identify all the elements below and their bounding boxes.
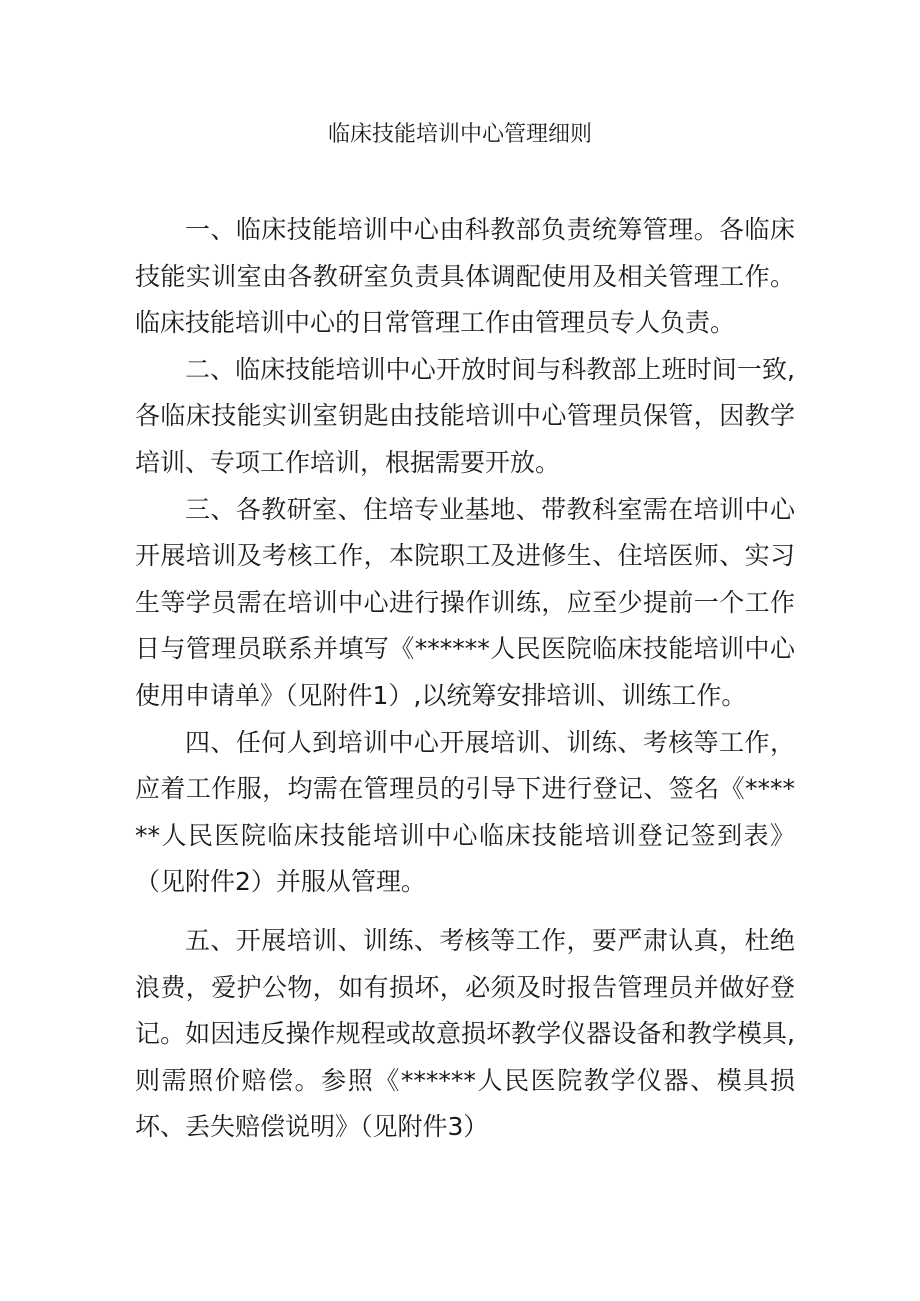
paragraph-4: 四、任何人到培训中心开展培训、训练、考核等工作，应着工作服，均需在管理员的引导下进行登记、签名《******人民医院临床技能培训中心临床技能培训登记签到表》（见附件2）并服从管理。 [135, 727, 795, 897]
paragraph-5: 五、开展培训、训练、考核等工作，要严肃认真，杜绝浪费，爱护公物，如有损坏，必须及时报告管理员并做好登记。如因违反操作规程或故意损坏教学仪器设备和教学模具,则需照价赔偿。参照《******人民医院教学仪器、模具损坏、丢失赔偿说明》（见附件3） [135, 925, 795, 1142]
document-body [135, 207, 795, 1151]
paragraph-2: 二、临床技能培训中心开放时间与科教部上班时间一致,各临床技能实训室钥匙由技能培训中心管理员保管，因教学培训、专项工作培训，根据需要开放。 [135, 354, 795, 477]
paragraph-3: 三、各教研室、住培专业基地、带教科室需在培训中心开展培训及考核工作，本院职工及进修生、住培医师、实习生等学员需在培训中心进行操作训练，应至少提前一个工作日与管理员联系并填写《******人民医院临床技能培训中心使用申请单》（见附件1）,以统筹安排培训、训练工作。 [135, 494, 795, 710]
paragraph-1: 一、临床技能培训中心由科教部负责统筹管理。各临床技能实训室由各教研室负责具体调配使用及相关管理工作。临床技能培训中心的日常管理工作由管理员专人负责。 [135, 215, 795, 338]
document-title: 临床技能培训中心管理细则 [327, 122, 592, 147]
